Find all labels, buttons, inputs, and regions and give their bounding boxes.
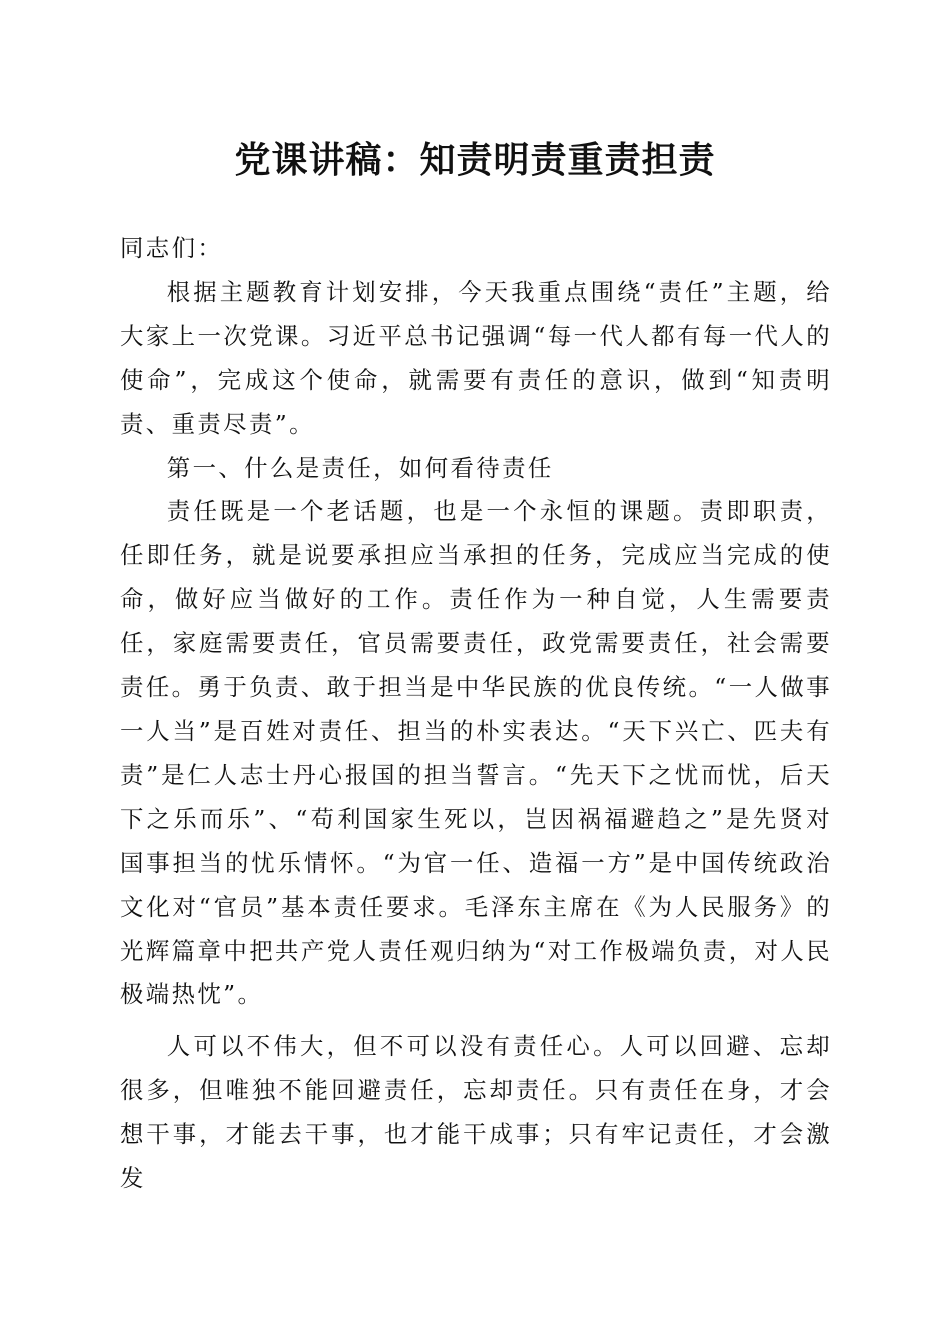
document-body xyxy=(120,227,832,1201)
section-paragraph: 责任既是一个老话题，也是一个永恒的课题。责即职责，任即任务，就是说要承担应当承担的任务，完成应当完成的使命，做好应当做好的工作。责任作为一种自觉，人生需要责任，家庭需要责任，官员需要责任，政党需要责任，社会需要责任。勇于负责、敢于担当是中华民族的优良传统。“一人做事一人当”是百姓对责任、担当的朴实表达。“天下兴亡、匹夫有责”是仁人志士丹心报国的担当誓言。“先天下之忧而忧，后天下之乐而乐”、“苟利国家生死以，岂因祸福避趋之”是先贤对国事担当的忧乐情怀。“为官一任、造福一方”是中国传统政治文化对“官员”基本责任要求。毛泽东主席在《为人民服务》的光辉篇章中把共产党人责任观归纳为“对工作极端负责，对人民极端热忱”。 xyxy=(120,497,832,1009)
intro-paragraph: 根据主题教育计划安排，今天我重点围绕“责任”主题，给大家上一次党课。习近平总书记强调“每一代人都有每一代人的使命”，完成这个使命，就需要有责任的意识，做到“知责明责、重责尽责”。 xyxy=(120,277,832,438)
salutation: 同志们： xyxy=(120,234,224,262)
section-heading: 第一、什么是责任，如何看待责任 xyxy=(166,453,554,482)
section-paragraph: 人可以不伟大，但不可以没有责任心。人可以回避、忘却很多，但唯独不能回避责任，忘却责任。只有责任在身，才会想干事，才能去干事，也才能干成事；只有牢记责任，才会激发 xyxy=(120,1032,832,1193)
document-title: 党课讲稿：知责明责重责担责 xyxy=(234,139,716,181)
